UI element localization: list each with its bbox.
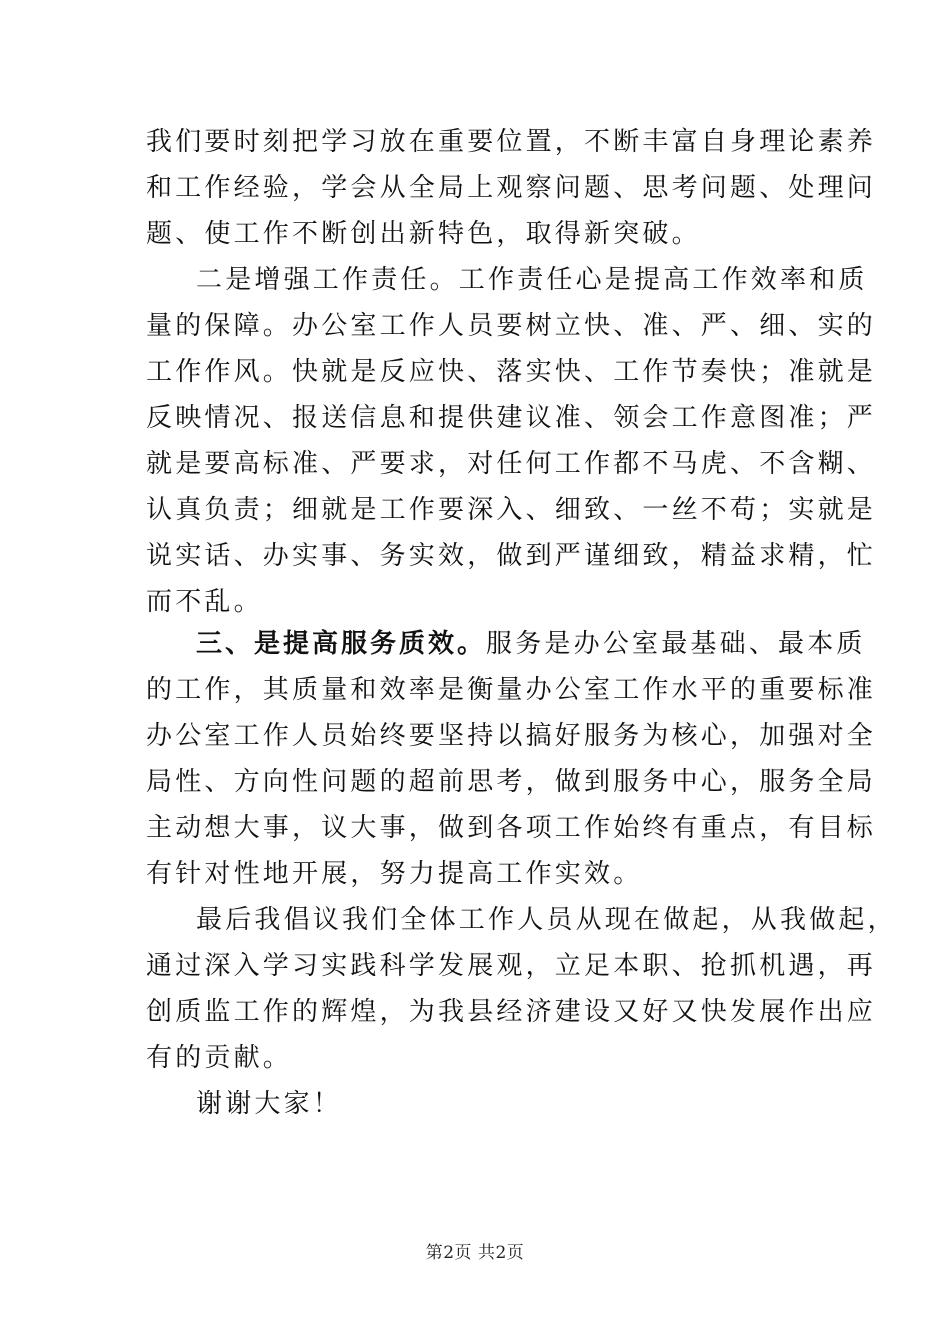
paragraph-1-line-1: 我们要时刻把学习放在重要位置，不断丰富自身理论素养 [146,127,877,157]
paragraph-3-heading: 三、是提高服务质效。 [196,629,487,659]
paragraph-4-line-2: 通过深入学习实践科学发展观，立足本职、抢抓机遇，再 [146,951,877,981]
paragraph-3-line-4: 局性、方向性问题的超前思考，做到服务中心，服务全局 [146,767,877,797]
paragraph-3-line-6: 有针对性地开展，努力提高工作实效。 [146,859,643,889]
paragraph-3-line-5: 主动想大事，议大事，做到各项工作始终有重点，有目标 [146,813,877,843]
paragraph-2-line-2: 量的保障。办公室工作人员要树立快、准、严、细、实的 [146,311,877,341]
page-number-footer: 第2页 共2页 [425,1243,525,1263]
paragraph-3-line-1-text: 服务是办公室最基础、最本质 [486,629,866,659]
paragraph-3-line-2: 的工作，其质量和效率是衡量办公室工作水平的重要标准 [146,675,877,705]
paragraph-4-line-1: 最后我倡议我们全体工作人员从现在做起，从我做起， [196,905,897,935]
paragraph-1-line-3: 题、使工作不断创出新特色，取得新突破。 [146,219,701,249]
paragraph-2-line-7: 说实话、办实事、务实效，做到严谨细致，精益求精，忙 [146,541,877,571]
paragraph-1-line-2: 和工作经验，学会从全局上观察问题、思考问题、处理问 [146,173,877,203]
paragraph-3-line-3: 办公室工作人员始终要坚持以搞好服务为核心，加强对全 [146,721,877,751]
paragraph-2-line-8: 而不乱。 [146,587,263,617]
paragraph-2-line-1: 二是增强工作责任。工作责任心是提高工作效率和质 [196,265,868,295]
paragraph-2-line-5: 就是要高标准、严要求，对任何工作都不马虎、不含糊、 [146,449,877,479]
paragraph-4-line-3: 创质监工作的辉煌，为我县经济建设又好又快发展作出应 [146,997,877,1027]
paragraph-2-line-3: 工作作风。快就是反应快、落实快、工作节奏快；准就是 [146,357,877,387]
paragraph-4-line-4: 有的贡献。 [146,1043,293,1073]
paragraph-2-line-6: 认真负责；细就是工作要深入、细致、一丝不苟；实就是 [146,495,877,525]
closing-line: 谢谢大家！ [196,1089,343,1119]
paragraph-3-line-1 [196,627,876,661]
paragraph-2-line-4: 反映情况、报送信息和提供建议准、领会工作意图准；严 [146,403,877,433]
